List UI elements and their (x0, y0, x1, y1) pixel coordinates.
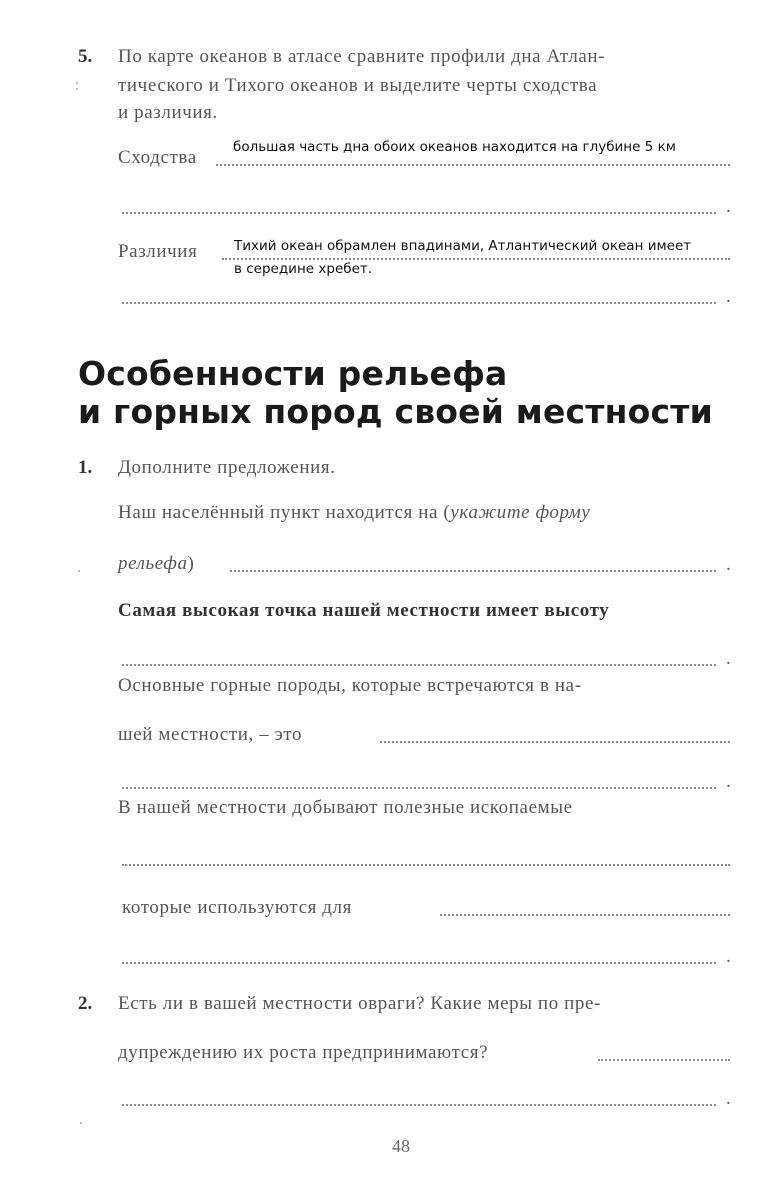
differences-label: Различия (118, 241, 198, 262)
sentence-3-line-2: шей местности, – это (118, 724, 303, 745)
page-number: 48 (392, 1136, 410, 1156)
line-end-period: . (726, 946, 731, 967)
sentence-1-close: ) (187, 553, 195, 574)
differences-answer-line[interactable] (222, 258, 730, 260)
similarities-answer[interactable]: большая часть дна обоих океанов находится на глубине 5 км (233, 139, 676, 155)
scan-speck (78, 570, 80, 572)
sentence-1-hint: укажите форму (450, 502, 591, 523)
task-5-line-2: тического и Тихого океанов и выделите черты сходства (118, 75, 598, 96)
uses-extra-line[interactable] (122, 962, 716, 964)
scan-speck (76, 88, 78, 90)
scan-speck (80, 1122, 82, 1124)
task-1-number: 1. (78, 457, 93, 478)
line-end-period: . (726, 648, 731, 669)
task-2-line-2: дупреждению их роста предпринимаются? (118, 1042, 489, 1063)
task-2-number: 2. (78, 993, 93, 1014)
ravines-extra-line[interactable] (122, 1104, 716, 1106)
rocks-answer-line[interactable] (380, 741, 730, 743)
similarities-label: Сходства (118, 147, 197, 168)
task-5-line-3: и различия. (118, 102, 218, 123)
differences-answer-line-2[interactable]: в середине хребет. (234, 261, 373, 277)
ravines-answer-line[interactable] (598, 1059, 730, 1061)
sentence-1-text: Наш населённый пункт находится на ( (118, 502, 451, 523)
task-5-line-1: По карте океанов в атласе сравните профили дна Атлан- (118, 46, 606, 67)
line-end-period: . (726, 771, 731, 792)
uses-answer-line[interactable] (440, 914, 730, 916)
sentence-5: которые используются для (122, 897, 352, 918)
sentence-3-line-1: Основные горные породы, которые встречаются в на- (118, 675, 582, 696)
line-end-period: . (726, 196, 731, 217)
sentence-2: Самая высокая точка нашей местности имеет высоту (118, 600, 610, 621)
sentence-4: В нашей местности добывают полезные ископаемые (118, 797, 573, 818)
task-5-number: 5. (78, 46, 93, 67)
similarities-answer-line[interactable] (216, 164, 730, 166)
line-end-period: . (726, 286, 731, 307)
height-answer-line[interactable] (122, 664, 716, 666)
minerals-answer-line[interactable] (122, 864, 730, 866)
sentence-1-hint-2: рельефа (118, 553, 188, 574)
differences-extra-line[interactable] (122, 302, 716, 304)
sentence-1-end (118, 553, 194, 575)
scan-speck (76, 82, 78, 84)
landform-answer-line[interactable] (230, 570, 716, 572)
sentence-1-start (118, 502, 590, 524)
line-end-period: . (726, 554, 731, 575)
similarities-extra-line[interactable] (122, 212, 716, 214)
rocks-extra-line[interactable] (122, 787, 716, 789)
differences-answer-line-1[interactable]: Тихий океан обрамлен впадинами, Атлантический океан имеет (234, 238, 692, 254)
line-end-period: . (726, 1088, 731, 1109)
section-title-line-1: Особенности рельефа (78, 354, 508, 393)
section-title-line-2: и горных пород своей местности (78, 392, 713, 431)
task-2-line-1: Есть ли в вашей местности овраги? Какие меры по пре- (118, 993, 601, 1014)
task-1-instruction: Дополните предложения. (118, 457, 336, 478)
